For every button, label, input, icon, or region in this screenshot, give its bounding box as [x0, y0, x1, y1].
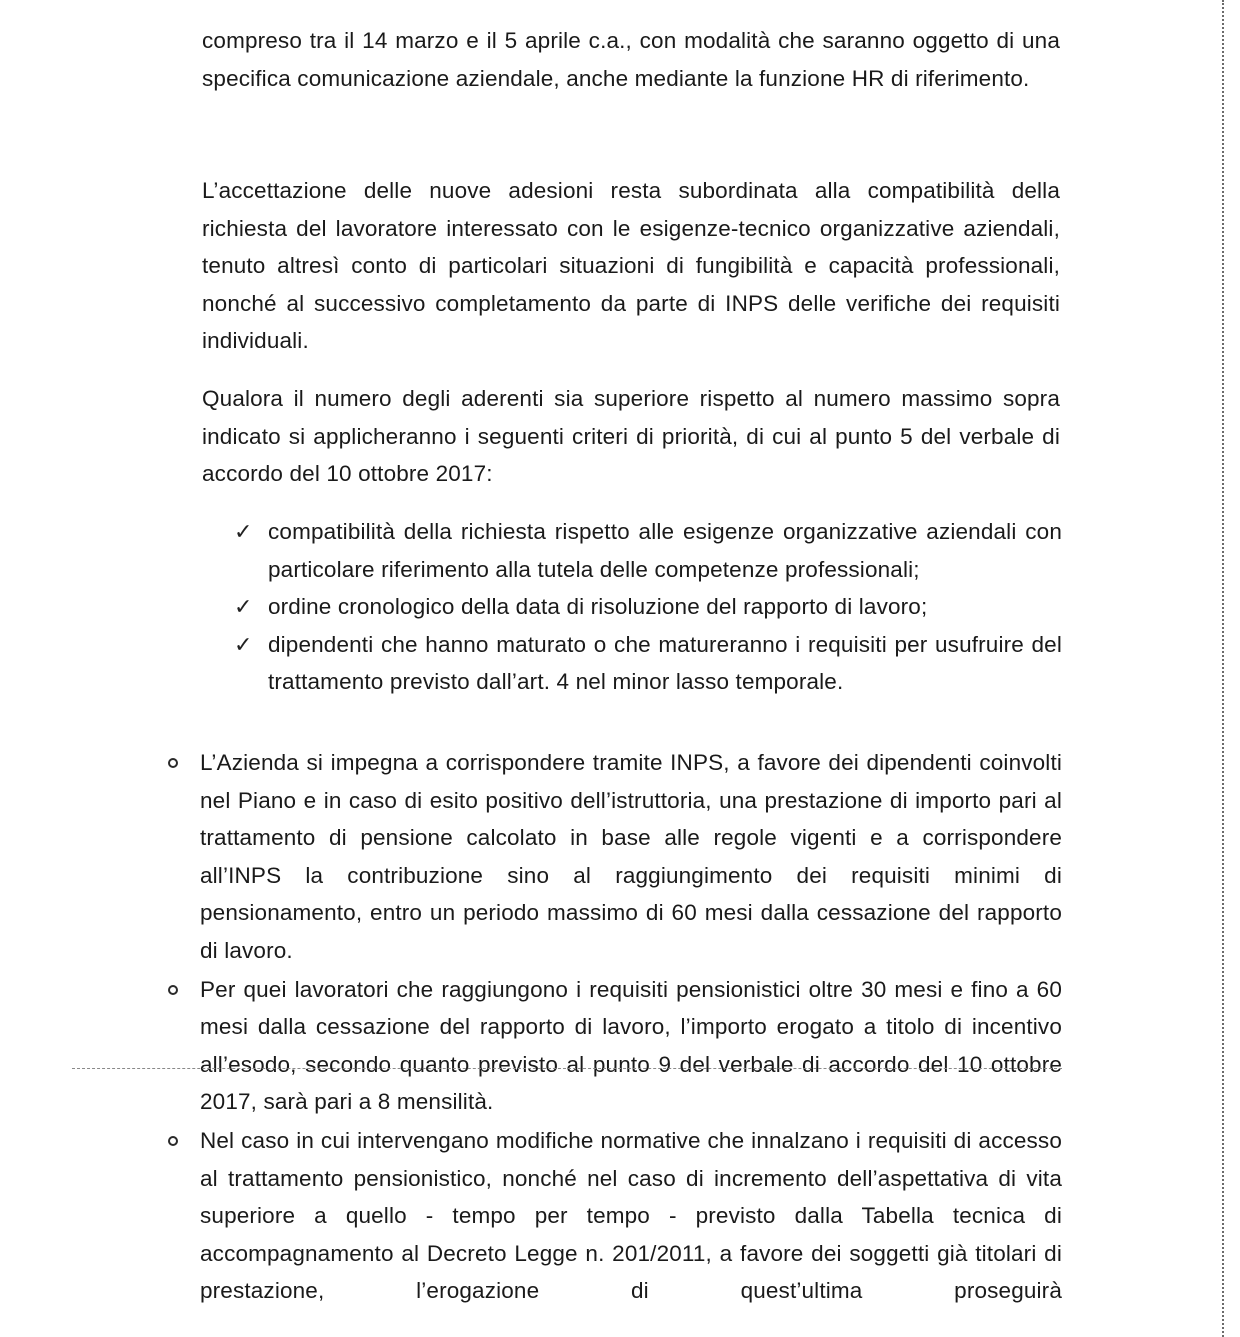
list-item: [160, 744, 1062, 970]
list-item: [232, 513, 1062, 588]
criterion-text: compatibilità della richiesta rispetto alle esigenze organizzative aziendali con particolare riferimento alla tutela delle competenze professionali;: [268, 519, 1062, 582]
criterion-text: ordine cronologico della data di risoluzione del rapporto di lavoro;: [268, 594, 928, 620]
page-edge-line: [1222, 0, 1224, 1337]
list-item: [232, 588, 1062, 626]
list-item: [232, 626, 1062, 701]
point-text: Nel caso in cui intervengano modifiche normative che innalzano i requisiti di accesso al trattamento pensionistico, nonché nel caso di incremento dell’aspettativa di vita superiore a quello - tempo per tempo - previsto dalla Tabella tecnica di accompagnamento al Decreto Legge n. 201/2011, a favore dei soggetti già titolari di prestazione, l’erogazione di quest’ultima proseguirà: [200, 1127, 1062, 1304]
bullet-icon: [168, 985, 178, 995]
paragraph-enrollment-period: compreso tra il 14 marzo e il 5 aprile c.a., con modalità che saranno oggetto di una specifica comunicazione aziendale, anche mediante la funzione HR di riferimento.: [202, 28, 1060, 91]
checkmark-icon: ✓: [234, 594, 253, 620]
point-text: L’Azienda si impegna a corrispondere tramite INPS, a favore dei dipendenti coinvolti nel Piano e in caso di esito positivo dell’istruttoria, una prestazione di importo pari al trattamento di pensione calcolato in base alle regole vigenti e a corrispondere all’INPS la contribuzione sino al raggiungimento dei requisiti minimi di pensionamento, entro un periodo massimo di 60 mesi dalla cessazione del rapporto di lavoro.: [200, 750, 1062, 963]
list-item: [160, 971, 1062, 1121]
agreement-points-list: [160, 744, 1062, 1311]
point-text: Per quei lavoratori che raggiungono i requisiti pensionistici oltre 30 mesi e fino a 60 mesi dalla cessazione del rapporto di lavoro, l’importo erogato a titolo di incentivo all’esodo, secondo quanto previsto al punto 9 del verbale di accordo del 10 ottobre 2017, sarà pari a 8 mensilità.: [200, 976, 1062, 1115]
paragraph-acceptance-conditions: L’accettazione delle nuove adesioni resta subordinata alla compatibilità della richiesta del lavoratore interessato con le esigenze-tecnico organizzative aziendali, tenuto altresì conto di particolari situazioni di fungibilità e capacità professionali, nonché al successivo completamento da parte di INPS delle verifiche dei requisiti individuali.: [202, 178, 1060, 354]
scan-artifact-line: [72, 1068, 1062, 1069]
checkmark-icon: ✓: [234, 631, 253, 657]
criterion-text: dipendenti che hanno maturato o che matureranno i requisiti per usufruire del trattamento previsto dall’art. 4 nel minor lasso temporale.: [268, 631, 1062, 695]
paragraph-priority-criteria-intro: Qualora il numero degli aderenti sia superiore rispetto al numero massimo sopra indicato si applicheranno i seguenti criteri di priorità, di cui al punto 5 del verbale di accordo del 10 ottobre 2017:: [202, 386, 1060, 487]
priority-criteria-list: [232, 513, 1062, 701]
bullet-icon: [168, 1136, 178, 1146]
bullet-icon: [168, 758, 178, 768]
list-item: [160, 1122, 1062, 1310]
checkmark-icon: ✓: [234, 519, 253, 544]
